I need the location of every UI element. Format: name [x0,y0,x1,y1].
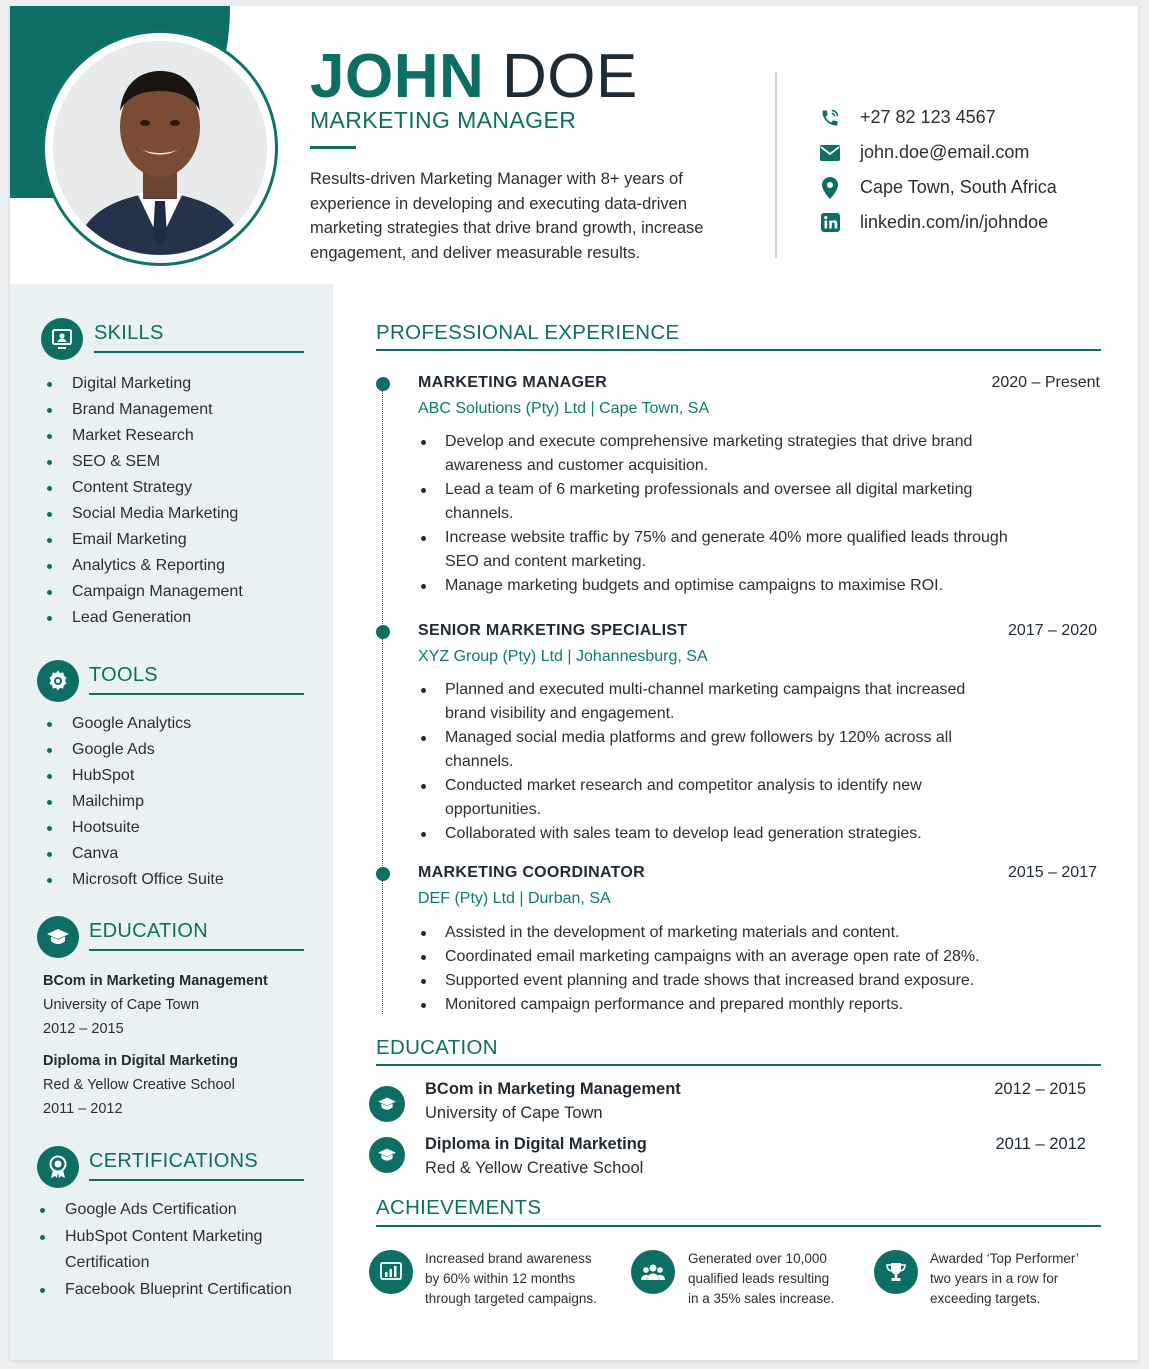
job-bullet: Lead a team of 6 marketing professionals and oversee all digital marketing channels. [445,478,1025,526]
education-degree: BCom in Marketing Management [425,1080,681,1098]
skill-item: Market Research [72,423,243,449]
profile-photo [53,41,267,255]
job-title: MARKETING MANAGER [418,374,608,391]
job-dates: 2015 – 2017 [1008,864,1097,881]
education-years: 2011 – 2012 [995,1135,1086,1153]
achievement-line: by 60% within 12 months [425,1271,576,1286]
email-icon [818,141,842,165]
contact-list [818,100,1057,240]
experience-title: PROFESSIONAL EXPERIENCE [376,321,680,344]
degree: BCom in Marketing Management [43,973,268,989]
contact-location [818,170,1057,205]
job-bullet: Managed social media platforms and grew followers by 120% across all channels. [445,726,1005,774]
tools-rule [89,693,304,695]
timeline-dot [376,625,390,639]
phone-icon [818,106,842,130]
job-role: MARKETING MANAGER [310,107,577,133]
award-ribbon-icon [37,1146,79,1188]
achievement-line: exceeding targets. [930,1291,1041,1306]
timeline-dot [376,377,390,391]
sidebar [10,284,333,1360]
job-bullet: Conducted market research and competitor analysis to identify new opportunities. [445,774,1005,822]
certifications-list [65,1197,292,1303]
linkedin-text: linkedin.com/in/johndoe [860,212,1049,232]
achievement-text [688,1249,834,1309]
skill-item: Email Marketing [72,527,243,553]
last-name: DOE [502,42,638,111]
gear-icon [37,660,79,702]
years: 2012 – 2015 [43,1021,124,1037]
job-bullet: Planned and executed multi-channel marketing campaigns that increased brand visibility and engagement. [445,678,1005,726]
job-company: DEF (Pty) Ltd | Durban, SA [418,890,611,907]
job-bullet: Supported event planning and trade shows that increased brand exposure. [445,969,1065,993]
tool-item: Mailchimp [72,789,224,815]
trophy-icon [874,1250,918,1294]
job-bullet: Manage marketing budgets and optimise campaigns to maximise ROI. [445,574,1025,598]
skills-list [72,371,243,631]
contact-linkedin[interactable] [818,205,1057,240]
skill-item: Brand Management [72,397,243,423]
resume-page [10,6,1138,1360]
certification-item: Google Ads Certification [65,1197,292,1224]
location-text: Cape Town, South Africa [860,177,1057,197]
contact-email[interactable] [818,135,1057,170]
tools-title: TOOLS [89,664,158,686]
education-school: University of Cape Town [425,1104,603,1122]
job-bullet: Monitored campaign performance and prepared monthly reports. [445,993,1065,1017]
skill-item: Lead Generation [72,605,243,631]
linkedin-icon [818,211,842,235]
achievement-text [425,1249,597,1309]
education-school: Red & Yellow Creative School [425,1159,644,1177]
graduation-cap-icon [369,1137,405,1173]
skill-item: Social Media Marketing [72,501,243,527]
skill-item: SEO & SEM [72,449,243,475]
skill-item: Analytics & Reporting [72,553,243,579]
first-name: JOHN [310,42,485,111]
bar-chart-icon [369,1250,413,1294]
job-bullet: Collaborated with sales team to develop lead generation strategies. [445,822,1005,846]
achievement-line: Awarded ‘Top Performer’ [930,1251,1079,1266]
sidebar-education-item [43,969,268,1041]
school: University of Cape Town [43,997,200,1013]
education-years: 2012 – 2015 [994,1080,1086,1098]
sidebar-education-rule [89,949,304,951]
role-underline [310,146,356,149]
certifications-title: CERTIFICATIONS [89,1150,259,1172]
tool-item: Microsoft Office Suite [72,867,224,893]
job-bullets [445,921,1065,1017]
certification-item: Facebook Blueprint Certification [65,1277,292,1304]
degree: Diploma in Digital Marketing [43,1053,238,1069]
skill-item: Digital Marketing [72,371,243,397]
job-bullets [445,678,1005,846]
achievement-line: qualified leads resulting [688,1271,830,1286]
job-bullets [445,430,1025,598]
tool-item: Canva [72,841,224,867]
achievement-line: in a 35% sales increase. [688,1291,835,1306]
tool-item: Google Analytics [72,711,224,737]
job-bullet: Increase website traffic by 75% and generate 40% more qualified leads through SEO and content marketing. [445,526,1025,574]
job-company: ABC Solutions (Pty) Ltd | Cape Town, SA [418,400,710,417]
years: 2011 – 2012 [43,1101,123,1117]
job-bullet: Coordinated email marketing campaigns with an average open rate of 28%. [445,945,1065,969]
certifications-rule [89,1179,304,1181]
education-rule [376,1064,1101,1066]
education-degree: Diploma in Digital Marketing [425,1135,647,1153]
email-text: john.doe@email.com [860,142,1030,162]
skills-rule [94,351,304,353]
experience-timeline [382,386,383,1014]
achievements-title: ACHIEVEMENTS [376,1196,542,1219]
sidebar-education-title: EDUCATION [89,920,208,942]
achievement-line: Increased brand awareness [425,1251,592,1266]
job-company: XYZ Group (Pty) Ltd | Johannesburg, SA [418,648,708,665]
profile-summary: Results-driven Marketing Manager with 8+ years of experience in developing and executing data-driven marketing strategies that drive brand growth, increase engagement, and deliver measurable results. [310,170,704,262]
job-dates: 2017 – 2020 [1008,622,1097,639]
job-title: SENIOR MARKETING SPECIALIST [418,622,688,639]
achievement-line: through targeted campaigns. [425,1291,597,1306]
phone-text: +27 82 123 4567 [860,107,996,127]
certification-item-continued: Certification [65,1254,150,1271]
skill-item: Campaign Management [72,579,243,605]
job-bullet: Assisted in the development of marketing materials and content. [445,921,1065,945]
tool-item: HubSpot [72,763,224,789]
experience-rule [376,349,1101,351]
graduation-cap-icon [37,916,79,958]
contact-phone[interactable] [818,100,1057,135]
profile-photo-frame [42,30,278,266]
education-title: EDUCATION [376,1036,498,1059]
graduation-cap-icon [369,1086,405,1122]
achievement-text [930,1249,1079,1309]
group-icon [631,1250,675,1294]
achievement-line: two years in a row for [930,1271,1059,1286]
tool-item: Google Ads [72,737,224,763]
school: Red & Yellow Creative School [43,1077,235,1093]
achievement-line: Generated over 10,000 [688,1251,827,1266]
full-name [310,40,638,114]
job-title: MARKETING COORDINATOR [418,864,646,881]
achievements-rule [376,1225,1101,1227]
skills-title: SKILLS [94,322,164,344]
tool-item: Hootsuite [72,815,224,841]
header-divider [775,72,777,258]
certification-item: HubSpot Content Marketing [65,1224,292,1251]
location-pin-icon [818,176,842,200]
tools-list [72,711,224,893]
job-bullet: Develop and execute comprehensive marketing strategies that drive brand awareness and customer acquisition. [445,430,1025,478]
sidebar-education-item [43,1049,238,1121]
skills-icon [41,318,83,360]
skill-item: Content Strategy [72,475,243,501]
timeline-dot [376,867,390,881]
job-dates: 2020 – Present [991,374,1100,391]
